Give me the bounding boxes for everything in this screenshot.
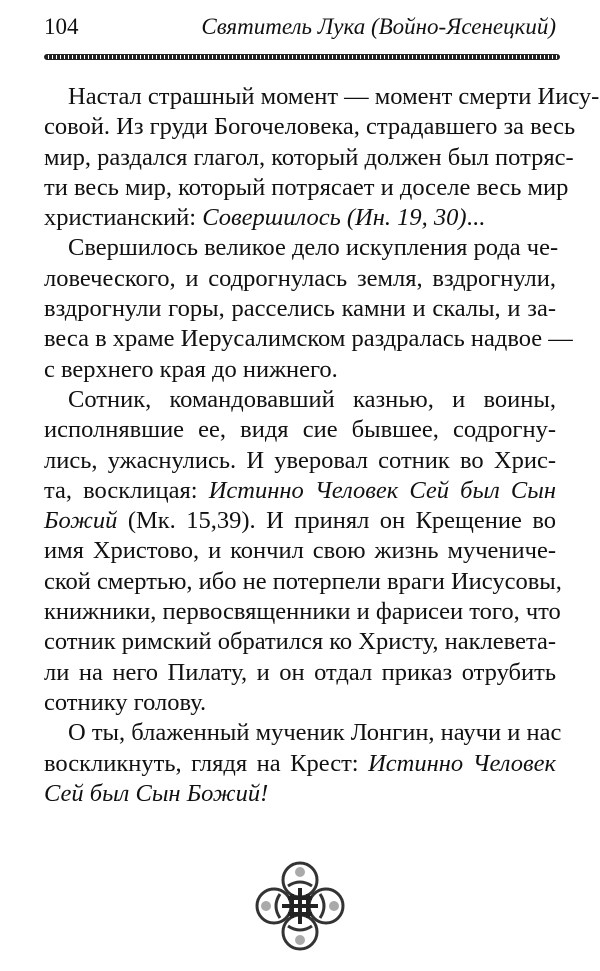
text-segment: Свершилось великое дело искупления рода че-: [68, 234, 559, 262]
text-line: [44, 173, 569, 203]
text-line: [44, 112, 576, 142]
paragraph: [44, 385, 562, 718]
text-line: [44, 688, 556, 718]
italic-quote: Божий: [44, 507, 118, 535]
text-segment: ли на него Пилату, и он отдал приказ отрубить: [44, 658, 556, 686]
text-segment: христианский:: [44, 204, 203, 232]
text-line: [44, 567, 562, 597]
text-segment: ти весь мир, который потрясает и доселе весь мир: [44, 173, 569, 201]
text-line: [44, 203, 556, 233]
text-segment: сотник римский обратился ко Христу, наклевета-: [44, 628, 556, 656]
cross-ornament-icon: [254, 860, 346, 952]
text-line: [44, 324, 573, 354]
text-segment: имя Христово, и кончил свою жизнь мучениче-: [44, 537, 556, 565]
text-line: [44, 385, 556, 415]
text-segment: с верхнего края до нижнего.: [44, 355, 338, 383]
paragraph: [44, 233, 573, 384]
text-segment: веса в храме Иерусалимском раздралась надвое —: [44, 325, 573, 353]
text-segment: Сотник, командовавший казнью, и воины,: [68, 385, 556, 413]
text-line: [44, 749, 556, 779]
text-segment: лись, ужаснулись. И уверовал сотник во Хрис-: [44, 446, 556, 474]
text-line: [44, 718, 562, 748]
decorative-rope-divider: [44, 54, 560, 60]
italic-quote: Сей был Сын Божий!: [44, 779, 269, 807]
text-segment: книжники, первосвященники и фарисеи того, что: [44, 598, 561, 626]
text-segment: ловеческого, и содрогнулась земля, вздрогнули,: [44, 264, 556, 292]
text-segment: (Мк. 15,39). И принял он Крещение во: [117, 507, 556, 535]
text-line: [44, 597, 561, 627]
text-line: [44, 294, 556, 324]
italic-quote: Совершилось (Ин. 19, 30): [202, 204, 467, 232]
page-body-text: [44, 82, 600, 809]
text-segment: та, восклицая:: [44, 476, 209, 504]
text-line: [44, 446, 556, 476]
page-header: [44, 14, 556, 44]
text-line: [44, 264, 556, 294]
text-line: [44, 536, 556, 566]
text-line: [44, 627, 556, 657]
text-segment: исполнявшие ее, видя сие бывшее, содрогну-: [44, 416, 556, 444]
italic-quote: Истинно Человек Сей был Сын: [208, 476, 556, 504]
italic-quote: Истинно Человек: [368, 749, 556, 777]
text-line: [44, 355, 556, 385]
text-line: [44, 143, 574, 173]
paragraph: [44, 82, 600, 233]
text-line: [44, 233, 559, 263]
text-segment: сотнику голову.: [44, 688, 207, 716]
text-line: [44, 82, 600, 112]
text-line: [44, 415, 556, 445]
text-segment: воскликнуть, глядя на Крест:: [44, 749, 369, 777]
text-segment: совой. Из груди Богочеловека, страдавшего за весь: [44, 113, 576, 141]
text-segment: вздрогнули горы, расселись камни и скалы, и за-: [44, 295, 556, 323]
text-line: [44, 476, 556, 506]
text-line: [44, 779, 556, 809]
paragraph: [44, 718, 562, 809]
text-line: [44, 658, 556, 688]
text-line: [44, 506, 556, 536]
page-number: 104: [44, 14, 79, 39]
text-segment: ...: [466, 204, 485, 232]
text-segment: ской смертью, ибо не потерпели враги Иисусовы,: [44, 567, 562, 595]
text-segment: мир, раздался глагол, который должен был потряс-: [44, 143, 574, 171]
text-segment: Настал страшный момент — момент смерти Иису-: [68, 83, 600, 110]
text-segment: О ты, блаженный мученик Лонгин, научи и нас: [68, 719, 562, 747]
running-title: Святитель Лука (Войно-Ясенецкий): [201, 14, 556, 39]
